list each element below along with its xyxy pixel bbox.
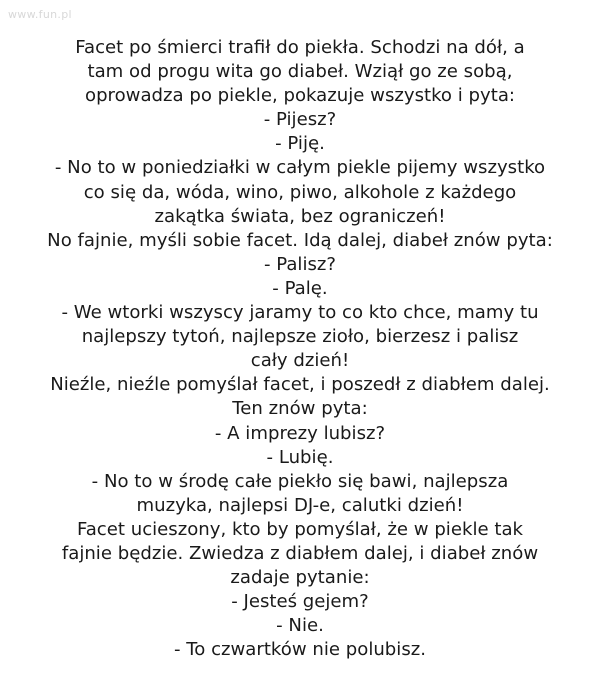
text-line: - Jesteś gejem?	[231, 591, 369, 613]
text-line: Facet ucieszony, kto by pomyślał, że w piekle tak	[76, 518, 524, 540]
text-line: - We wtorki wszyscy jaramy to co kto chce, mamy tu	[61, 302, 539, 324]
text-line: Ten znów pyta:	[232, 398, 368, 420]
text-line: - Palę.	[272, 277, 328, 299]
site-watermark: www.fun.pl	[8, 8, 72, 21]
text-line: zakątka świata, bez ograniczeń!	[154, 205, 446, 227]
text-line: co się da, wóda, wino, piwo, alkohole z każdego	[83, 181, 517, 203]
text-line: - No to w poniedziałki w całym piekle pijemy wszystko	[54, 157, 546, 179]
text-line: zadaje pytanie:	[230, 567, 370, 589]
text-line: najlepszy tytoń, najlepsze zioło, bierzesz i palisz	[81, 326, 519, 348]
text-line: tam od progu wita go diabeł. Wziął go ze sobą,	[87, 61, 513, 83]
text-line: - Piję.	[275, 133, 325, 155]
text-line: Facet po śmierci trafił do piekła. Schodzi na dół, a	[75, 37, 525, 58]
text-line: No fajnie, myśli sobie facet. Idą dalej, diabeł znów pyta:	[47, 229, 553, 251]
text-line: cały dzień!	[250, 350, 350, 372]
text-line: - Lubię.	[266, 446, 334, 468]
text-line: - Pijesz?	[263, 109, 337, 131]
text-line: - A imprezy lubisz?	[214, 422, 386, 444]
text-line: oprowadza po piekle, pokazuje wszystko i pyta:	[85, 85, 515, 107]
text-line: fajnie będzie. Zwiedza z diabłem dalej, i diabeł znów	[61, 542, 539, 564]
joke-text	[0, 36, 600, 662]
text-line: - Palisz?	[263, 253, 337, 275]
text-line: - No to w środę całe piekło się bawi, najlepsza	[91, 470, 509, 492]
text-line: muzyka, najlepsi DJ-e, calutki dzień!	[136, 494, 464, 516]
text-line: - To czwartków nie polubisz.	[173, 639, 426, 661]
text-line: Nieźle, nieźle pomyślał facet, i poszedł z diabłem dalej.	[50, 374, 550, 396]
text-line: - Nie.	[276, 615, 324, 637]
